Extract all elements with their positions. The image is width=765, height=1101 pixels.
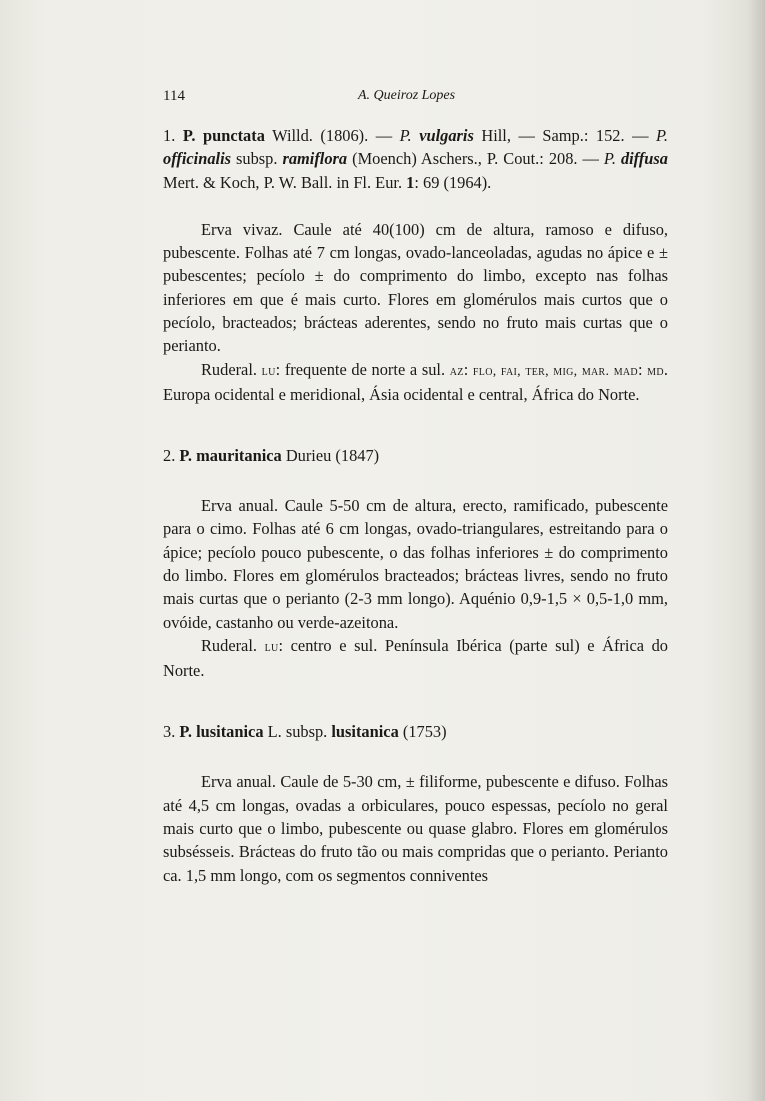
- species-1-distribution: Ruderal. lu: frequente de norte a sul. az: flo, fai, ter, mig, mar. mad: md. Europa ocidental e meridional, Ásia ocidental e central, África do Norte.: [163, 359, 668, 404]
- running-head: A. Queiroz Lopes: [358, 88, 456, 103]
- species-2-distribution: Ruderal. lu: centro e sul. Península Ibérica (parte sul) e África do Norte.: [163, 635, 668, 681]
- species-2-description: Erva anual. Caule 5-50 cm de altura, erecto, ramificado, pubescente para o cimo. Folhas até 6 cm longas, ovado-triangulares, estreitando para o ápice; pecíolo pouco pubescente, o das folhas inferiores ± do comprimento do limbo. Flores em glomérulos bracteados; brácteas livres, sendo no fruto mais curtas que o perianto (2-3 mm longo). Aquénio 0,9-1,5 × 0,5-1,0 mm, ovóide, castanho ou verde-azeitona.: [163, 496, 668, 632]
- page-edge-shadow: [747, 0, 765, 1101]
- species-2-heading: 2. P. mauritanica Durieu (1847): [163, 445, 380, 465]
- page-body: [163, 124, 668, 887]
- species-3-description: Erva anual. Caule de 5-30 cm, ± filiforme, pubescente e difuso. Folhas até 4,5 cm longas, ovadas a orbiculares, pouco espessas, pecíolo no geral mais curto que o limbo, pubescente ou quase glabro. Flores em glomérulos subsésseis. Brácteas do fruto tão ou mais compridas que o perianto. Perianto ca. 1,5 mm longo, com os segmentos conniventes: [163, 772, 668, 885]
- species-3-heading: 3. P. lusitanica L. subsp. lusitanica (1753): [163, 721, 447, 741]
- species-1-description: Erva vivaz. Caule até 40(100) cm de altura, ramoso e difuso, pubescente. Folhas até 7 cm longas, ovado-lanceoladas, agudas no ápice e ± pubescentes; pecíolo ± do comprimento do limbo, excepto nas folhas inferiores em que é mais curto. Flores em glomérulos mais curtos que o pecíolo, bracteados; brácteas aderentes, sendo no fruto mais curtas que o perianto.: [163, 219, 668, 356]
- species-1-heading: 1. P. punctata Willd. (1806). — P. vulgaris Hill, — Samp.: 152. — P. officinalis subsp. ramiflora (Moench) Aschers., P. Cout.: 208. — P. diffusa Mert. & Koch, P. W. Ball. in Fl. Eur. 1: 69 (1964).: [163, 126, 669, 192]
- page-number: 114: [163, 88, 185, 104]
- page-header: [163, 88, 668, 110]
